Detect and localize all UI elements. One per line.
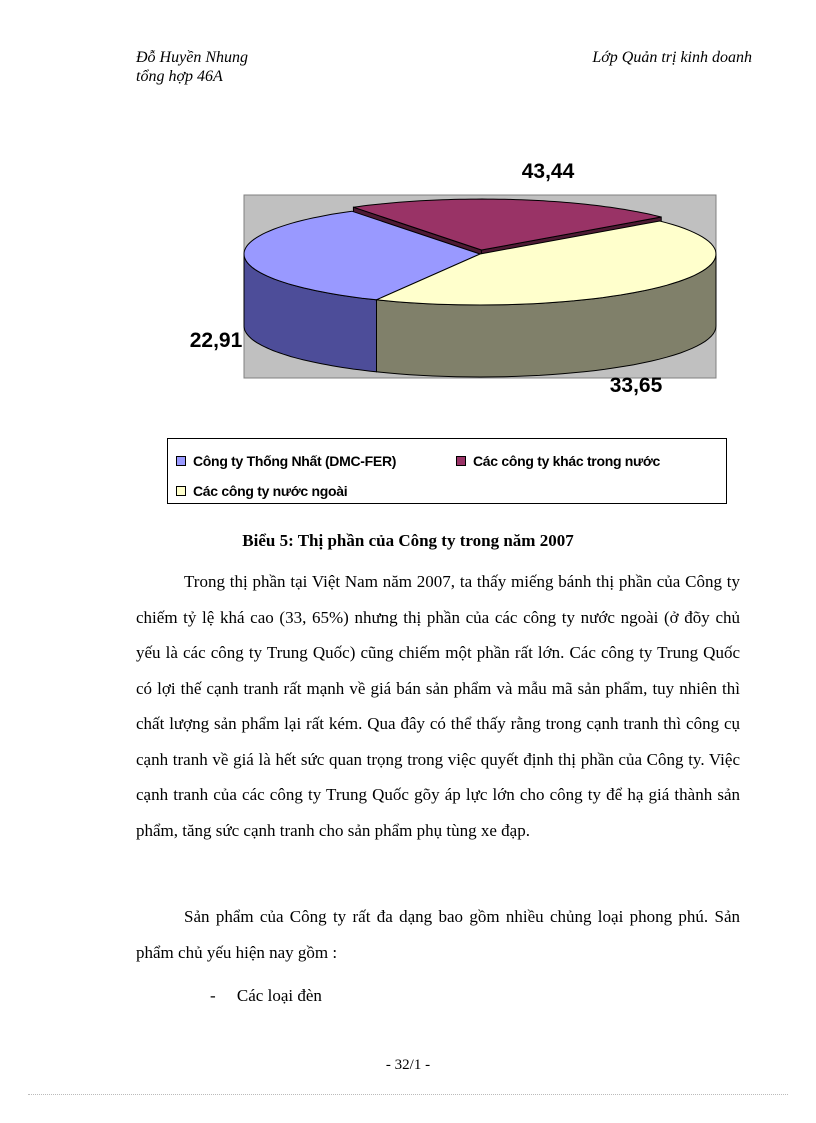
body-paragraph-1 [136, 564, 740, 848]
author-name: Đỗ Huyền Nhung [136, 49, 248, 66]
pie-chart [0, 150, 816, 425]
list-bullet: - [210, 986, 237, 1005]
legend-swatch-domestic [456, 456, 466, 466]
legend-swatch-thong-nhat [176, 456, 186, 466]
legend-label-domestic: Các công ty khác trong nước [473, 453, 661, 469]
legend-label-thong-nhat: Công ty Thống Nhất (DMC-FER) [193, 453, 397, 469]
paragraph-text: Trong thị phần tại Việt Nam năm 2007, ta thấy miếng bánh thị phần của Công ty chiếm tỷ lệ khá cao (33, 65%) nhưng thị phần của các công ty nước ngoài (ở đõy chủ yếu là các công ty Trung Quốc) cũng chiếm một phần rất lớn. Các công ty Trung Quốc có lợi thế cạnh tranh rất mạnh về giá bán sản phẩm và mẫu mã sản phẩm, tuy nhiên thì chất lượng sản phẩm lại rất kém. Qua đây có thể thấy rằng trong cạnh tranh thì công cụ cạnh tranh về giá là hết sức quan trọng trong việc quyết định thị phần của Công ty. Việc cạnh tranh của các công ty Trung Quốc gõy áp lực lớn cho công ty để hạ giá thành sản phẩm, tăng sức cạnh tranh cho sản phẩm phụ tùng xe đạp. [136, 572, 740, 840]
legend-item-domestic [456, 453, 660, 469]
list-item [210, 986, 322, 1006]
header-class-name: Lớp Quản trị kinh doanh [592, 49, 752, 66]
list-item-text: Các loại đèn [236, 986, 322, 1005]
pie-data-label: 33,65 [609, 374, 663, 397]
header-author [136, 48, 248, 86]
legend-item-foreign [176, 483, 347, 499]
chart-legend [167, 438, 727, 504]
pie-data-label: 22,91 [189, 329, 243, 352]
legend-swatch-foreign [176, 486, 186, 496]
pie-slices [244, 199, 716, 377]
author-class: tổng hợp 46A [136, 68, 223, 85]
paragraph-text: Sản phẩm của Công ty rất đa dạng bao gồm nhiều chủng loại phong phú. Sản phẩm chủ yếu hiện nay gồm : [136, 907, 740, 962]
page-number: - 32/1 - [385, 1057, 431, 1073]
pie-data-label: 43,44 [521, 160, 575, 183]
body-paragraph-2 [136, 899, 740, 970]
page-divider [28, 1094, 788, 1095]
legend-item-thong-nhat [176, 453, 396, 469]
legend-label-foreign: Các công ty nước ngoài [193, 483, 348, 499]
chart-caption: Biểu 5: Thị phần của Công ty trong năm 2007 [242, 531, 574, 550]
